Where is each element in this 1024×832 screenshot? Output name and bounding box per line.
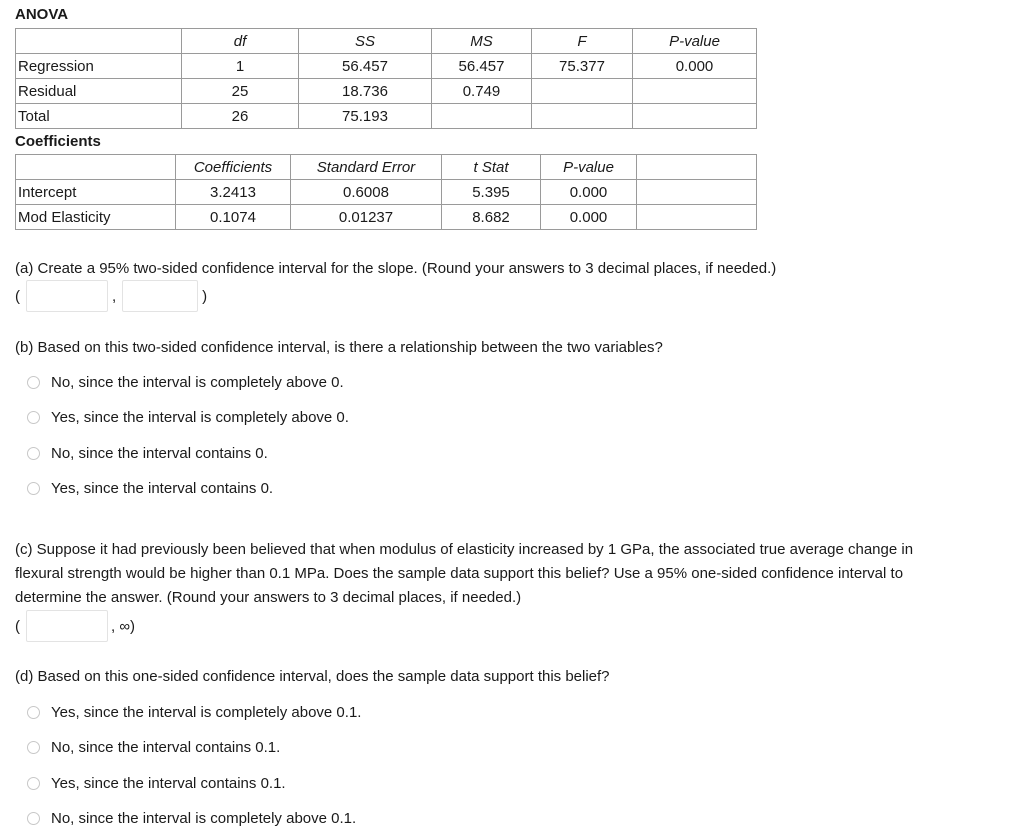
table-cell: 5.395: [442, 180, 541, 205]
coef-header-cell: [637, 155, 757, 180]
anova-row-residual: [16, 79, 757, 104]
option-label: Yes, since the interval contains 0.: [51, 480, 274, 497]
table-cell: [633, 104, 757, 129]
option-label: Yes, since the interval is completely above 0.1.: [51, 704, 362, 721]
table-cell: 0.000: [541, 180, 637, 205]
table-cell: 25: [182, 79, 299, 104]
open-paren: (: [15, 617, 20, 635]
table-cell: [532, 79, 633, 104]
part-c-interval: [15, 611, 135, 641]
part-c-prompt-line-1: (c) Suppose it had previously been believed that when modulus of elasticity increased by 1 GPa, the associated true average change in: [15, 541, 914, 558]
table-cell: 18.736: [299, 79, 432, 104]
part-a-interval: [15, 281, 207, 311]
part-d-prompt: (d) Based on this one-sided confidence interval, does the sample data support this belief?: [15, 668, 610, 685]
coefficients-header-row: [16, 155, 757, 180]
anova-header-cell: P-value: [633, 29, 757, 54]
part-b-option-4[interactable]: [27, 480, 273, 497]
table-cell: Mod Elasticity: [16, 205, 176, 230]
table-cell: 75.193: [299, 104, 432, 129]
anova-header-cell: SS: [299, 29, 432, 54]
one-sided-ci-lower-input[interactable]: [26, 610, 108, 642]
option-label: No, since the interval contains 0.: [51, 445, 268, 462]
coef-header-cell: P-value: [541, 155, 637, 180]
table-cell: [637, 180, 757, 205]
comma: ,: [112, 287, 117, 305]
part-b-option-2[interactable]: [27, 409, 349, 426]
table-cell: Residual: [16, 79, 182, 104]
radio-button[interactable]: [27, 482, 40, 495]
slope-ci-lower-input[interactable]: [26, 280, 108, 312]
table-cell: 3.2413: [176, 180, 291, 205]
table-cell: 8.682: [442, 205, 541, 230]
table-cell: [633, 79, 757, 104]
coefficients-title: Coefficients: [15, 133, 101, 150]
radio-button[interactable]: [27, 777, 40, 790]
close-paren: ): [202, 287, 208, 305]
anova-header-cell: [16, 29, 182, 54]
anova-title: ANOVA: [15, 6, 69, 23]
open-paren: (: [15, 287, 20, 305]
table-cell: 0.1074: [176, 205, 291, 230]
option-label: No, since the interval contains 0.1.: [51, 739, 281, 756]
coef-header-cell: Standard Error: [291, 155, 442, 180]
anova-table: [15, 28, 757, 129]
part-b-option-3[interactable]: [27, 445, 268, 462]
table-cell: 56.457: [299, 54, 432, 79]
table-cell: 56.457: [432, 54, 532, 79]
coefficients-table: [15, 154, 757, 230]
table-cell: 0.01237: [291, 205, 442, 230]
option-label: No, since the interval is completely above 0.: [51, 374, 344, 391]
table-cell: 0.000: [633, 54, 757, 79]
anova-row-regression: [16, 54, 757, 79]
anova-header-cell: F: [532, 29, 633, 54]
radio-button[interactable]: [27, 376, 40, 389]
table-cell: Total: [16, 104, 182, 129]
option-label: Yes, since the interval contains 0.1.: [51, 775, 286, 792]
part-b-prompt: (b) Based on this two-sided confidence interval, is there a relationship between the two variables?: [15, 339, 663, 356]
part-a-prompt: (a) Create a 95% two-sided confidence interval for the slope. (Round your answers to 3 decimal places, if needed.): [15, 260, 777, 277]
part-d-option-4[interactable]: [27, 810, 356, 827]
table-cell: 26: [182, 104, 299, 129]
part-d-option-2[interactable]: [27, 739, 280, 756]
table-cell: 0.000: [541, 205, 637, 230]
part-c-prompt-line-2: flexural strength would be higher than 0.1 MPa. Does the sample data support this belief? Use a 95% one-sided confidence interval to: [15, 565, 904, 582]
table-cell: Intercept: [16, 180, 176, 205]
table-cell: 1: [182, 54, 299, 79]
coefficients-row-intercept: [16, 180, 757, 205]
coefficients-row-mod-elasticity: [16, 205, 757, 230]
table-cell: Regression: [16, 54, 182, 79]
option-label: Yes, since the interval is completely above 0.: [51, 409, 349, 426]
table-cell: [637, 205, 757, 230]
table-cell: 75.377: [532, 54, 633, 79]
coef-header-cell: Coefficients: [176, 155, 291, 180]
table-cell: 0.749: [432, 79, 532, 104]
part-d-option-1[interactable]: [27, 704, 361, 721]
slope-ci-upper-input[interactable]: [122, 280, 198, 312]
coef-header-cell: [16, 155, 176, 180]
infinity-suffix: , ∞): [111, 617, 136, 635]
coef-header-cell: t Stat: [442, 155, 541, 180]
part-d-option-3[interactable]: [27, 775, 286, 792]
anova-header-cell: df: [182, 29, 299, 54]
table-cell: [532, 104, 633, 129]
table-cell: 0.6008: [291, 180, 442, 205]
radio-button[interactable]: [27, 411, 40, 424]
option-label: No, since the interval is completely above 0.1.: [51, 810, 357, 827]
radio-button[interactable]: [27, 741, 40, 754]
table-cell: [432, 104, 532, 129]
anova-header-row: [16, 29, 757, 54]
anova-header-cell: MS: [432, 29, 532, 54]
part-c-prompt-line-3: determine the answer. (Round your answers to 3 decimal places, if needed.): [15, 589, 522, 606]
part-b-option-1[interactable]: [27, 374, 344, 391]
anova-row-total: [16, 104, 757, 129]
radio-button[interactable]: [27, 812, 40, 825]
radio-button[interactable]: [27, 706, 40, 719]
radio-button[interactable]: [27, 447, 40, 460]
